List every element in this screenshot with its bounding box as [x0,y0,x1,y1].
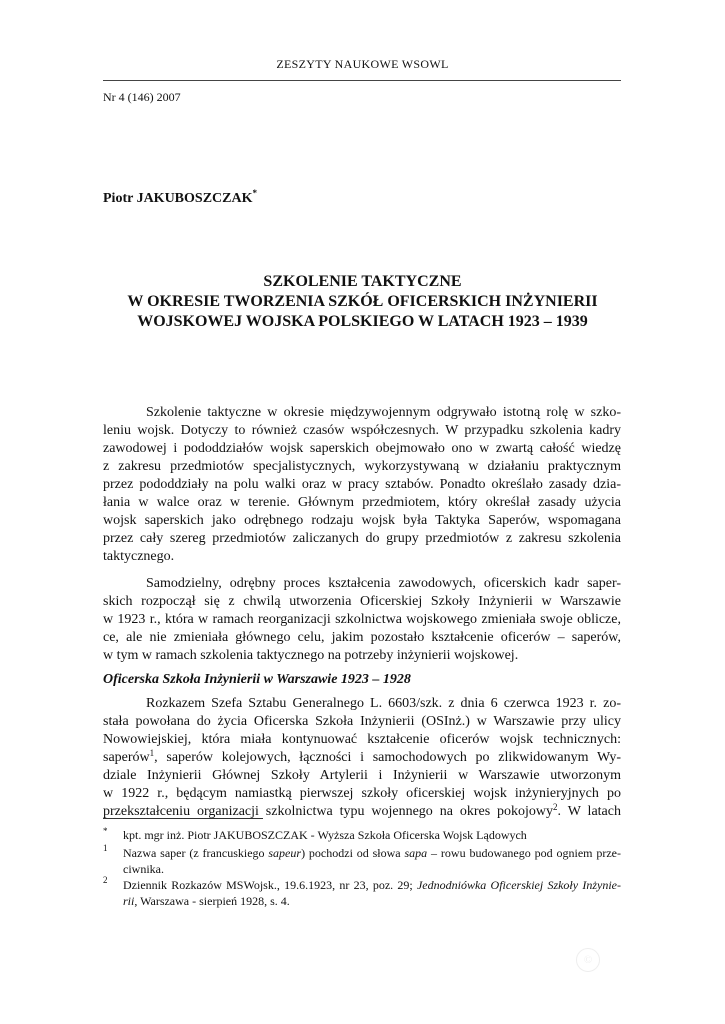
footnote-segment: Nazwa saper (z francuskiego [123,846,269,860]
footnote-text: ciwnika. [123,862,164,876]
paragraph-text: saperów [103,750,150,765]
paragraph-line: stała powołana do życia Oficerska Szkoła Inżynierii (OSInż.) w Warszawie przy ulicy [103,714,621,729]
paragraph-line: wojsk saperskich jako odrębnego rodzaju wojsk była Taktyka Saperów, wspomagana [103,513,621,528]
author-footnote-mark: * [252,188,257,198]
paragraph-text: . W latach [557,804,621,819]
footnote-text [123,893,621,909]
paragraph-line: Szkolenie taktyczne w okresie międzywojennym odgrywało istotną rolę w szko- [146,405,621,420]
footnote-segment: ) pochodzi od słowa [301,846,405,860]
footnote-italic: Jednodniówka Oficerskiej Szkoły Inżynie- [416,878,621,892]
paragraph-line [103,749,621,767]
paragraph-text: przekształceniu organizacji szkolnictwa typu wojennego na okres pokojowy [103,804,554,819]
paragraph-line: leniu wojsk. Dotyczy to również czasów współczesnych. W przypadku szkolenia kadry [103,423,621,438]
footnote-text [123,877,621,893]
paragraph-line: Samodzielny, odrębny proces kształcenia zawodowych, oficerskich kadr saper- [146,576,621,591]
watermark-icon: © [576,948,600,972]
footnote-rule [103,818,263,819]
footnote-segment: , Warszawa - sierpień 1928, s. 4. [134,894,290,908]
paragraph-line: z zakresu przedmiotów specjalistycznych, wykorzystywaną w działaniu praktycznym [103,459,621,474]
title-line: WOJSKOWEJ WOJSKA POLSKIEGO W LATACH 1923 – 1939 [137,313,588,330]
footnote-italic: sapeur [268,846,302,860]
paragraph-line: przez cały szereg przedmiotów zaliczanych do grupy przedmiotów z zakresu szkolenia [103,531,621,546]
title-line: W OKRESIE TWORZENIA SZKÓŁ OFICERSKICH INŻYNIERII [127,293,598,310]
footnote-mark: * [103,826,108,836]
footnote-segment: Dziennik Rozkazów MSWojsk., 19.6.1923, nr 23, poz. 29; [123,878,417,892]
paragraph-line: Nowowiejskiej, która miała kontynuować kształcenie oficerów wojsk technicznych: [103,732,621,747]
paragraph-line: skich rozpoczął się z chwilą utworzenia Oficerskiej Szkoły Inżynierii w Warszawie [103,594,621,609]
author-name-text: Piotr JAKUBOSZCZAK [103,191,253,206]
author-name [103,188,257,207]
paragraph-line: zawodowej i pododdziałów wojsk saperskich obejmowało ono w zwartą całość wiedzę [103,441,621,456]
paragraph-line: łania w walce oraz w terenie. Głównym przedmiotem, który określał zasady użycia [103,495,621,510]
paragraph-line: przez pododdziały na polu walki oraz w pracy sztabów. Ponadto określało zasady dzia- [103,477,621,492]
footnote-mark: 2 [103,875,108,885]
paragraph-line: Rozkazem Szefa Sztabu Generalnego L. 6603/szk. z dnia 6 czerwca 1923 r. zo- [146,696,621,711]
journal-title: ZESZYTY NAUKOWE WSOWL [276,57,449,71]
header-rule [103,80,621,81]
paragraph-line: w 1922 r., będącym namiastką pierwszej szkoły oficerskiej wojsk inżynieryjnych po [103,786,621,801]
footnote-ref-2[interactable]: 2 [553,802,558,812]
footnote-ref-1[interactable]: 1 [149,748,155,758]
footnote-text [123,845,621,861]
paragraph-line: taktycznego. [103,549,175,564]
footnote-italic: rii [123,894,135,908]
paragraph-line: w 1923 r., która w ramach reorganizacji szkolnictwa wojskowego zmieniała swoje oblicze, [103,612,621,627]
footnote-mark: 1 [103,843,108,853]
paragraph-line: w tym w ramach szkolenia taktycznego na potrzeby inżynierii wojskowej. [103,648,519,663]
title-line: SZKOLENIE TAKTYCZNE [263,273,462,290]
footnote-text: kpt. mgr inż. Piotr JAKUBOSZCZAK - Wyższa Szkoła Oficerska Wojsk Lądowych [123,828,527,842]
section-heading: Oficerska Szkoła Inżynierii w Warszawie 1923 – 1928 [103,672,411,687]
footnote-segment: – rowu budowanego pod ogniem prze- [427,846,621,860]
footnote-italic: sapa [404,846,428,860]
paragraph-line: dziale Inżynierii Głównej Szkoły Artylerii i Inżynierii w Warszawie utworzonym [103,768,621,783]
paragraph-text: , saperów kolejowych, łączności i samochodowych po zlikwidowanym Wy- [154,750,621,765]
article-title [90,272,635,332]
paragraph-line: ce, ale nie zmieniała głównego celu, jakim pozostało kształcenie oficerów – saperów, [103,630,621,645]
issue-number: Nr 4 (146) 2007 [103,90,181,104]
